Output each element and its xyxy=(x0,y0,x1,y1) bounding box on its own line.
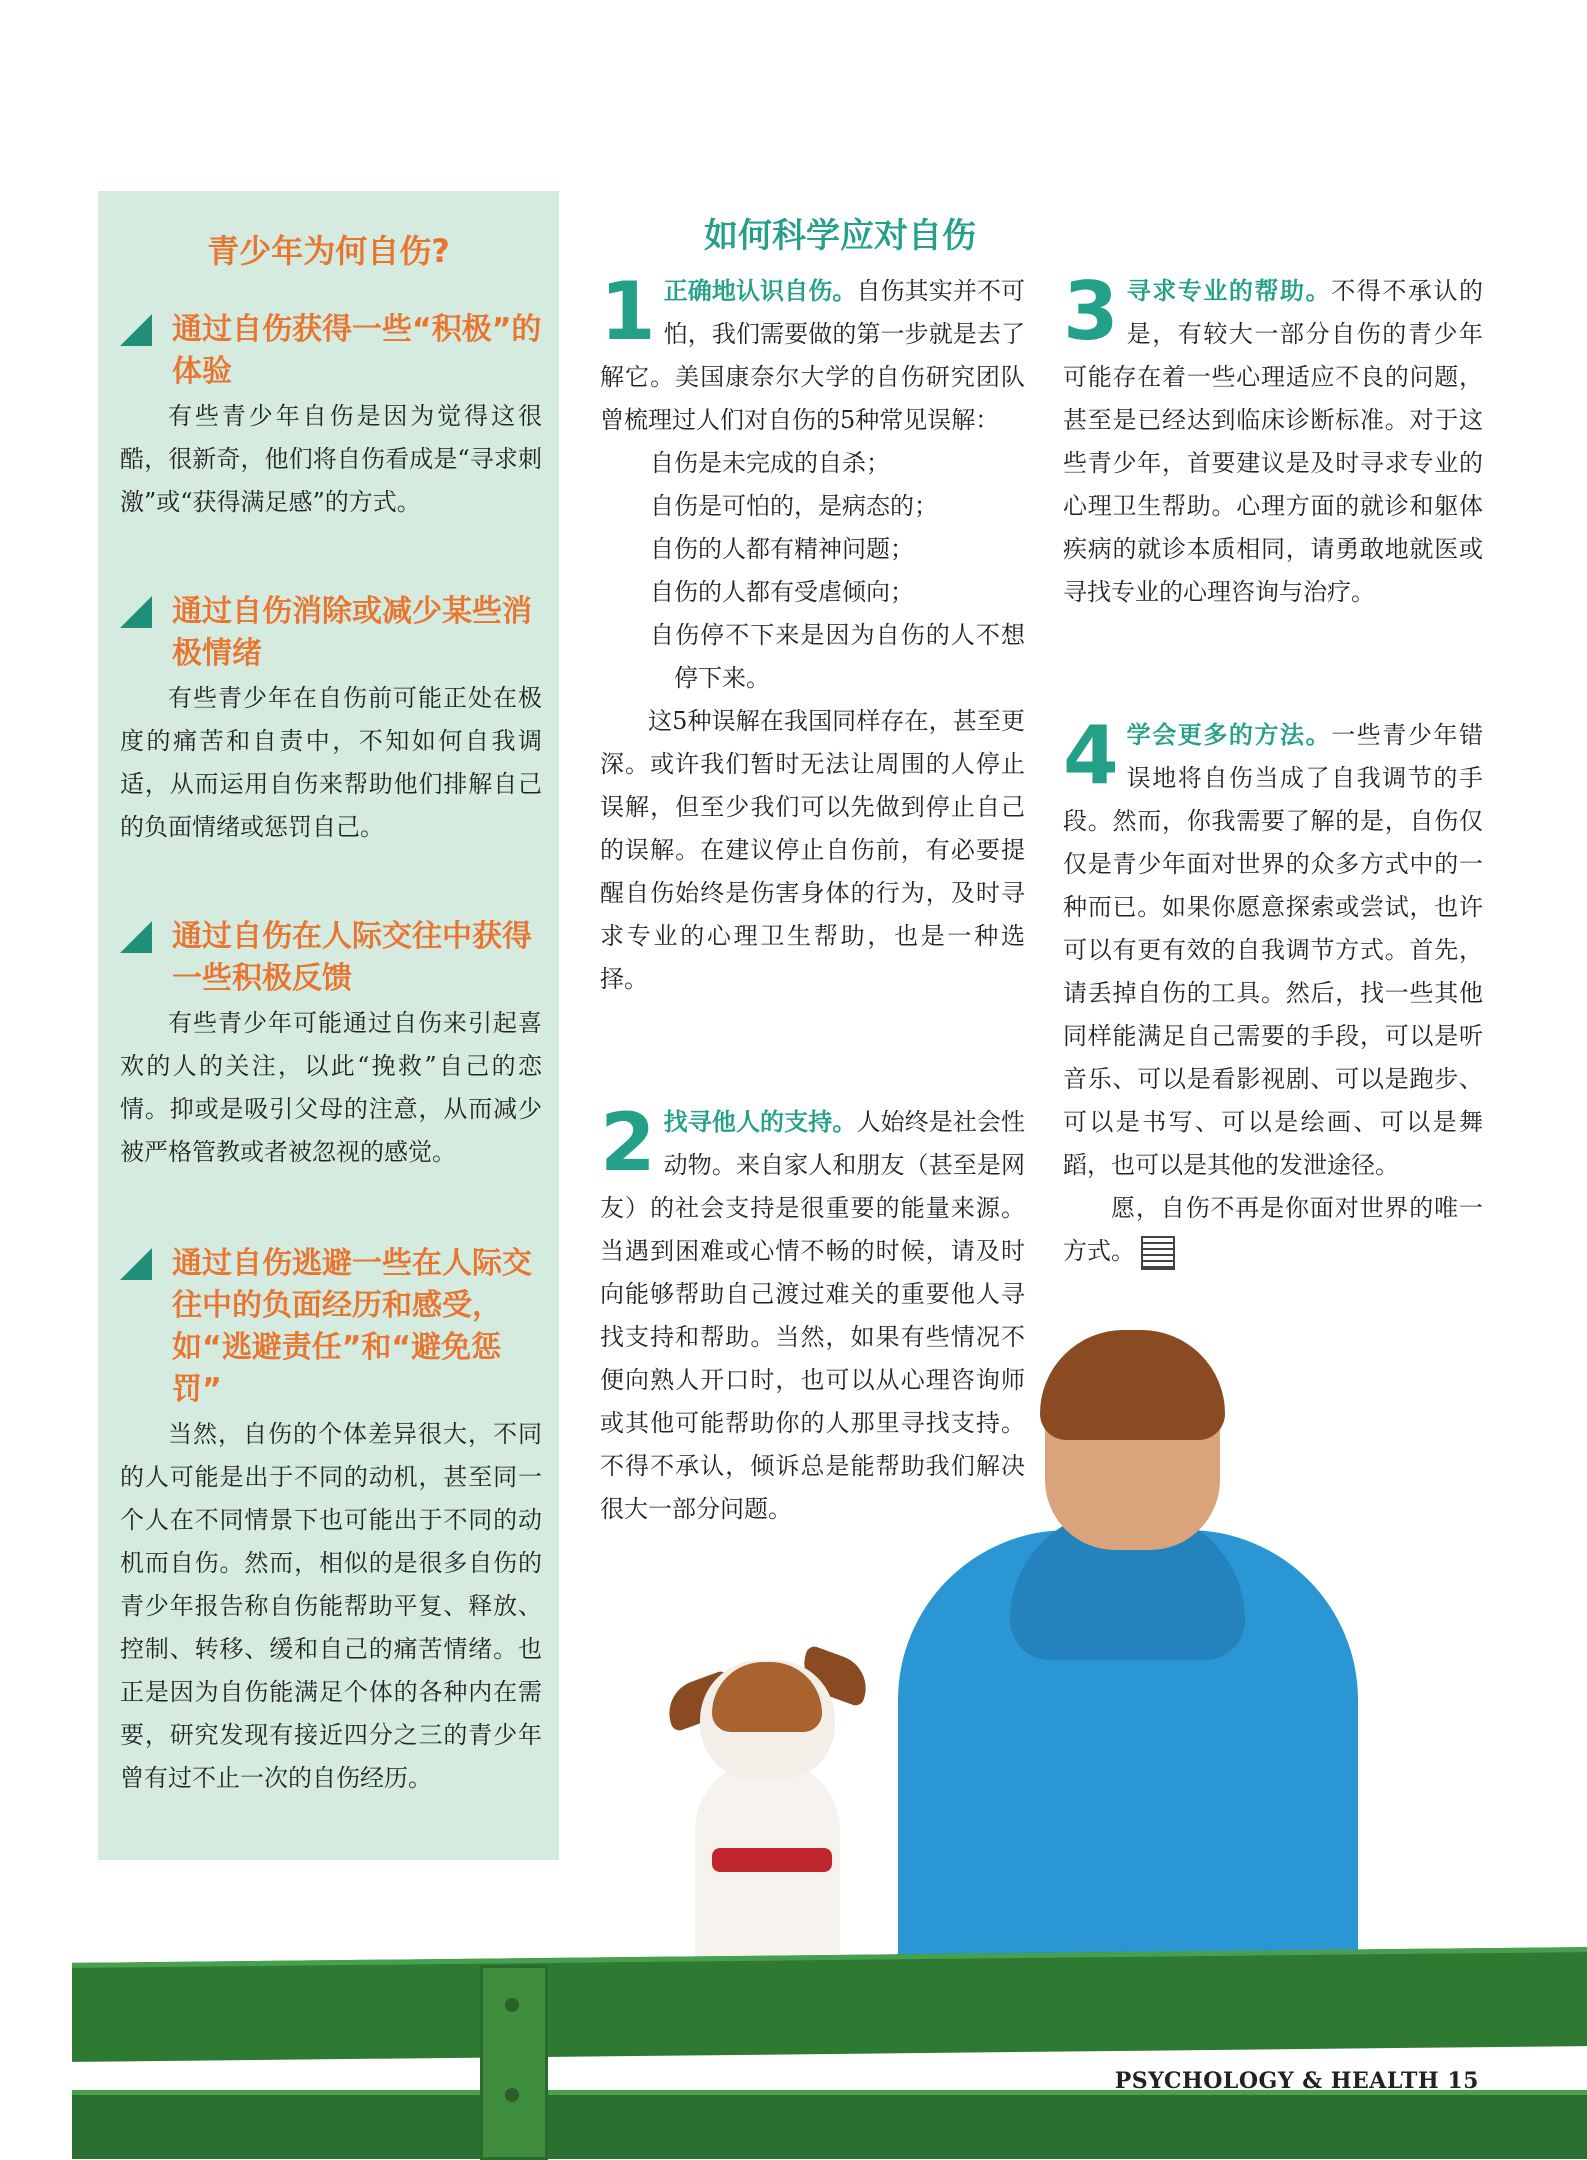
triangle-bullet-icon xyxy=(120,1248,152,1280)
magazine-logo-icon xyxy=(1141,1236,1175,1270)
bench-backrest xyxy=(72,1947,1587,2062)
section-heading: 通过自伤获得一些“积极”的体验 xyxy=(120,309,542,393)
section-heading: 通过自伤逃避一些在人际交往中的负面经历和感受，如“逃避责任”和“避免惩罚” xyxy=(120,1243,542,1411)
triangle-bullet-icon xyxy=(120,921,152,953)
section-body: 当然，自伤的个体差异很大，不同的人可能是出于不同的动机，甚至同一个人在不同情景下也可能出于不同的动机而自伤。然而，相似的是很多自伤的青少年报告称自伤能帮助平复、释放、控制、转移、缓和自己的痛苦情绪。也正是因为自伤能满足个体的各种内在需要，研究发现有接近四分之三的青少年曾有过不止一次的自伤经历。 xyxy=(120,1420,542,1792)
section-lead: 正确地认识自伤。 xyxy=(663,277,857,305)
section-3 xyxy=(1063,265,1484,614)
section-1 xyxy=(600,265,1026,442)
bolt-icon xyxy=(505,1998,519,2012)
boy-and-dog-illustration xyxy=(0,1300,1587,2154)
section-lead: 寻求专业的帮助。 xyxy=(1126,277,1332,305)
section-heading: 通过自伤在人际交往中获得一些积极反馈 xyxy=(120,916,542,1000)
section-lead: 找寻他人的支持。 xyxy=(663,1108,857,1136)
section-number: 4 xyxy=(1063,709,1119,802)
sidebar-section-2 xyxy=(120,591,542,849)
sidebar-section-3 xyxy=(120,916,542,1174)
boy-hair xyxy=(1040,1330,1225,1440)
column-right xyxy=(1063,265,1484,1273)
triangle-bullet-icon xyxy=(120,596,152,628)
section-text: 人始终是社会性动物。来自家人和朋友（甚至是网友）的社会支持是很重要的能量来源。当遇到困难或心情不畅的时候，请及时向能够帮助自己渡过难关的重要他人寻找支持和帮助。当然，如果有些情况不便向熟人开口时，也可以从心理咨询师或其他可能帮助你的人那里寻找支持。不得不承认，倾诉总是能帮助我们解决很大一部分问题。 xyxy=(600,1108,1026,1523)
section-body: 有些青少年自伤是因为觉得这很酷，很新奇，他们将自伤看成是“寻求刺激”或“获得满足感”的方式。 xyxy=(120,402,542,516)
page-footer xyxy=(1115,2068,1479,2094)
section-heading: 通过自伤消除或减少某些消极情绪 xyxy=(120,591,542,675)
bench-plank xyxy=(72,2090,1587,2159)
section-4 xyxy=(1063,709,1484,1187)
section-text: 这5种误解在我国同样存在，甚至更深。或许我们暂时无法让周围的人停止误解，但至少我们可以先做到停止自己的误解。在建议停止自伤前，有必要提醒自伤始终是伤害身体的行为，及时寻求专业的心理卫生帮助，也是一种选择。 xyxy=(600,707,1025,993)
section-text: 不得不承认的是，有较大一部分自伤的青少年可能存在着一些心理适应不良的问题，甚至是已经达到临床诊断标准。对于这些青少年，首要建议是及时寻求专业的心理卫生帮助。心理方面的就诊和躯体疾病的就诊本质相同，请勇敢地就医或寻找专业的心理咨询与治疗。 xyxy=(1063,277,1484,606)
myth-item: 自伤是可怕的，是病态的； xyxy=(650,492,938,520)
myth-item: 自伤停不下来是因为自伤的人不想停下来。 xyxy=(650,621,1025,692)
triangle-bullet-icon xyxy=(120,314,152,346)
section-body: 有些青少年可能通过自伤来引起喜欢的人的关注，以此“挽救”自己的恋情。抑或是吸引父母的注意，从而减少被严格管教或者被忽视的感觉。 xyxy=(120,1009,542,1166)
sidebar-title: 青少年为何自伤? xyxy=(207,232,450,270)
page-number: 15 xyxy=(1447,2068,1479,2094)
myth-item: 自伤的人都有受虐倾向； xyxy=(650,578,914,606)
bolt-icon xyxy=(505,2088,519,2102)
section-lead: 学会更多的方法。 xyxy=(1126,721,1332,749)
magazine-name: PSYCHOLOGY & HEALTH xyxy=(1114,2068,1440,2094)
myth-item: 自伤是未完成的自杀； xyxy=(650,449,890,477)
section-number: 3 xyxy=(1063,265,1119,358)
section-number: 1 xyxy=(600,265,656,358)
closing-text: 愿，自伤不再是你面对世界的唯一方式。 xyxy=(1063,1187,1483,1273)
section-number: 2 xyxy=(600,1096,656,1189)
myth-list xyxy=(600,442,1025,700)
section-body: 有些青少年在自伤前可能正处在极度的痛苦和自责中，不知如何自我调适，从而运用自伤来帮助他们排解自己的负面情绪或惩罚自己。 xyxy=(120,684,542,841)
dog-collar xyxy=(712,1848,832,1872)
section-text: 一些青少年错误地将自伤当成了自我调节的手段。然而，你我需要了解的是，自伤仅仅是青少年面对世界的众多方式中的一种而已。如果你愿意探索或尝试，也许可以有更有效的自我调节方式。首先，请丢掉自伤的工具。然后，找一些其他同样能满足自己需要的手段，可以是听音乐、可以是看影视剧、可以是跑步、可以是书写、可以是绘画、可以是舞蹈，也可以是其他的发泄途径。 xyxy=(1063,721,1484,1179)
sidebar-section-1 xyxy=(120,309,542,524)
bench-post xyxy=(480,1965,548,2160)
myth-item: 自伤的人都有精神问题； xyxy=(650,535,914,563)
main-title: 如何科学应对自伤 xyxy=(704,216,976,256)
section-text: 自伤其实并不可怕，我们需要做的第一步就是去了解它。美国康奈尔大学的自伤研究团队曾梳理过人们对自伤的5种常见误解： xyxy=(600,277,1026,434)
